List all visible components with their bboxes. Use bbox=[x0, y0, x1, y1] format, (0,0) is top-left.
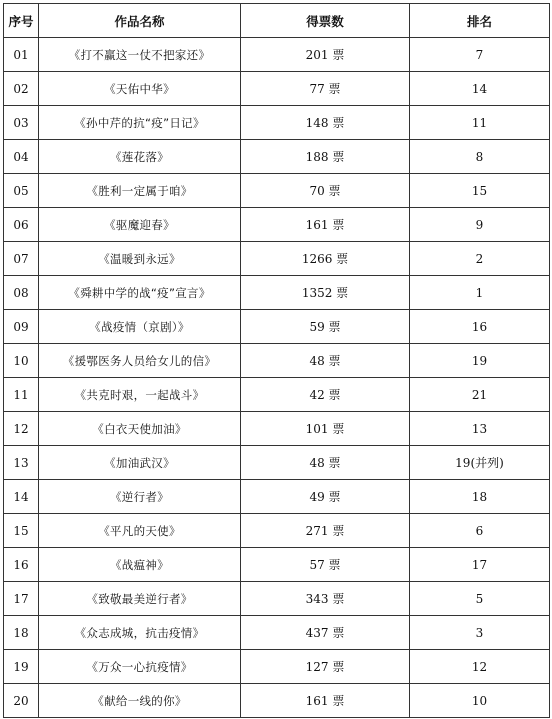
cell-no: 17 bbox=[4, 582, 39, 616]
cell-title: 《众志成城，抗击疫情》 bbox=[39, 616, 241, 650]
table-row bbox=[4, 344, 550, 378]
table-row bbox=[4, 174, 550, 208]
table-row bbox=[4, 208, 550, 242]
table-row bbox=[4, 548, 550, 582]
cell-rank: 15 bbox=[410, 174, 550, 208]
cell-title: 《战瘟神》 bbox=[39, 548, 241, 582]
table-row bbox=[4, 276, 550, 310]
cell-no: 08 bbox=[4, 276, 39, 310]
cell-rank: 5 bbox=[410, 582, 550, 616]
cell-title: 《献给一线的你》 bbox=[39, 684, 241, 718]
cell-votes: 127 票 bbox=[241, 650, 410, 684]
table-row bbox=[4, 480, 550, 514]
cell-votes: 59 票 bbox=[241, 310, 410, 344]
cell-rank: 19(并列) bbox=[410, 446, 550, 480]
cell-title: 《加油武汉》 bbox=[39, 446, 241, 480]
cell-rank: 2 bbox=[410, 242, 550, 276]
cell-no: 16 bbox=[4, 548, 39, 582]
cell-title: 《致敬最美逆行者》 bbox=[39, 582, 241, 616]
table-row bbox=[4, 412, 550, 446]
cell-rank: 16 bbox=[410, 310, 550, 344]
cell-no: 10 bbox=[4, 344, 39, 378]
cell-votes: 1266 票 bbox=[241, 242, 410, 276]
header-no: 序号 bbox=[4, 4, 39, 38]
cell-title: 《白衣天使加油》 bbox=[39, 412, 241, 446]
table-row bbox=[4, 684, 550, 718]
cell-title: 《共克时艰，一起战斗》 bbox=[39, 378, 241, 412]
cell-title: 《温暖到永远》 bbox=[39, 242, 241, 276]
cell-rank: 12 bbox=[410, 650, 550, 684]
table-row bbox=[4, 378, 550, 412]
cell-rank: 21 bbox=[410, 378, 550, 412]
cell-votes: 57 票 bbox=[241, 548, 410, 582]
cell-rank: 9 bbox=[410, 208, 550, 242]
cell-title: 《逆行者》 bbox=[39, 480, 241, 514]
cell-votes: 148 票 bbox=[241, 106, 410, 140]
cell-rank: 7 bbox=[410, 38, 550, 72]
cell-votes: 49 票 bbox=[241, 480, 410, 514]
cell-votes: 188 票 bbox=[241, 140, 410, 174]
cell-no: 09 bbox=[4, 310, 39, 344]
cell-votes: 70 票 bbox=[241, 174, 410, 208]
cell-rank: 8 bbox=[410, 140, 550, 174]
cell-no: 19 bbox=[4, 650, 39, 684]
cell-rank: 18 bbox=[410, 480, 550, 514]
cell-no: 14 bbox=[4, 480, 39, 514]
table-row bbox=[4, 650, 550, 684]
cell-votes: 161 票 bbox=[241, 208, 410, 242]
cell-no: 04 bbox=[4, 140, 39, 174]
cell-no: 15 bbox=[4, 514, 39, 548]
cell-votes: 201 票 bbox=[241, 38, 410, 72]
cell-title: 《援鄂医务人员给女儿的信》 bbox=[39, 344, 241, 378]
cell-votes: 437 票 bbox=[241, 616, 410, 650]
cell-votes: 77 票 bbox=[241, 72, 410, 106]
cell-title: 《胜利一定属于咱》 bbox=[39, 174, 241, 208]
table-row bbox=[4, 616, 550, 650]
table-row bbox=[4, 106, 550, 140]
cell-rank: 11 bbox=[410, 106, 550, 140]
cell-rank: 10 bbox=[410, 684, 550, 718]
cell-votes: 161 票 bbox=[241, 684, 410, 718]
results-table bbox=[3, 3, 550, 718]
cell-no: 13 bbox=[4, 446, 39, 480]
cell-rank: 19 bbox=[410, 344, 550, 378]
table-header bbox=[4, 4, 550, 38]
cell-rank: 3 bbox=[410, 616, 550, 650]
cell-votes: 48 票 bbox=[241, 344, 410, 378]
cell-rank: 1 bbox=[410, 276, 550, 310]
cell-title: 《孙中芹的抗“疫”日记》 bbox=[39, 106, 241, 140]
table-row bbox=[4, 582, 550, 616]
table-row bbox=[4, 72, 550, 106]
cell-votes: 1352 票 bbox=[241, 276, 410, 310]
table-body bbox=[4, 38, 550, 718]
cell-no: 01 bbox=[4, 38, 39, 72]
cell-title: 《舜耕中学的战“疫”宣言》 bbox=[39, 276, 241, 310]
cell-no: 02 bbox=[4, 72, 39, 106]
cell-title: 《莲花落》 bbox=[39, 140, 241, 174]
cell-title: 《战疫情（京剧）》 bbox=[39, 310, 241, 344]
cell-votes: 101 票 bbox=[241, 412, 410, 446]
cell-no: 11 bbox=[4, 378, 39, 412]
cell-votes: 48 票 bbox=[241, 446, 410, 480]
cell-rank: 6 bbox=[410, 514, 550, 548]
cell-rank: 14 bbox=[410, 72, 550, 106]
cell-votes: 271 票 bbox=[241, 514, 410, 548]
cell-votes: 42 票 bbox=[241, 378, 410, 412]
cell-votes: 343 票 bbox=[241, 582, 410, 616]
table-row bbox=[4, 242, 550, 276]
cell-title: 《天佑中华》 bbox=[39, 72, 241, 106]
cell-title: 《驱魔迎春》 bbox=[39, 208, 241, 242]
cell-rank: 17 bbox=[410, 548, 550, 582]
cell-title: 《平凡的天使》 bbox=[39, 514, 241, 548]
cell-no: 05 bbox=[4, 174, 39, 208]
cell-rank: 13 bbox=[410, 412, 550, 446]
header-votes: 得票数 bbox=[241, 4, 410, 38]
cell-no: 12 bbox=[4, 412, 39, 446]
cell-no: 03 bbox=[4, 106, 39, 140]
table-row bbox=[4, 38, 550, 72]
table-row bbox=[4, 140, 550, 174]
table-row bbox=[4, 514, 550, 548]
cell-no: 07 bbox=[4, 242, 39, 276]
table-row bbox=[4, 310, 550, 344]
cell-no: 06 bbox=[4, 208, 39, 242]
cell-no: 18 bbox=[4, 616, 39, 650]
table-row bbox=[4, 446, 550, 480]
header-rank: 排名 bbox=[410, 4, 550, 38]
cell-title: 《打不赢这一仗不把家还》 bbox=[39, 38, 241, 72]
header-row bbox=[4, 4, 550, 38]
header-title: 作品名称 bbox=[39, 4, 241, 38]
cell-title: 《万众一心抗疫情》 bbox=[39, 650, 241, 684]
cell-no: 20 bbox=[4, 684, 39, 718]
